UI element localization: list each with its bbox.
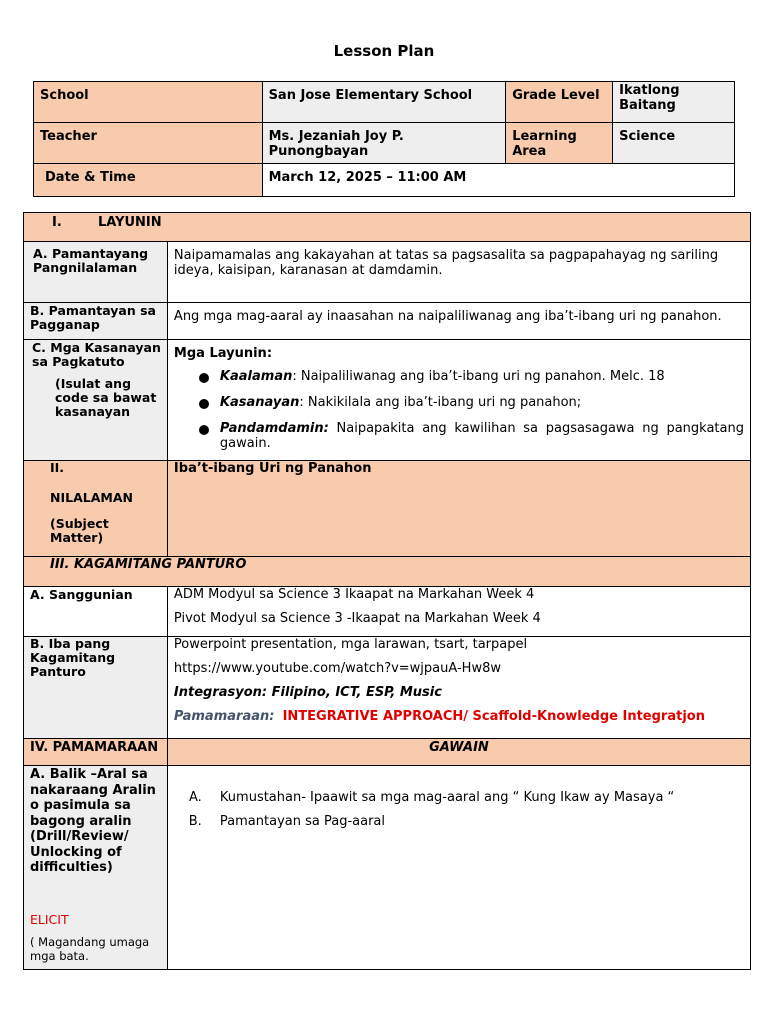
teacher-label: Teacher [34,123,263,164]
nilalaman-label: NILALAMAN [50,490,133,505]
sanggunian-line: Pivot Modyul sa Science 3 -Ikaapat na Markahan Week 4 [173,611,541,626]
lesson-plan-table [23,212,751,970]
school-value: San Jose Elementary School [262,82,506,123]
nilalaman-number: II. [50,460,65,475]
grade-level-label: Grade Level [506,82,613,123]
sanggunian-cell [167,587,750,637]
materials-line: Powerpoint presentation, mga larawan, tsart, tarpapel [173,637,528,652]
section-pamamaraan: IV. PAMAMARAAN [24,739,168,766]
page-title: Lesson Plan [333,42,435,60]
grade-level-value: Ikatlong Baitang [613,82,735,123]
section-layunin: I. LAYUNIN [24,213,751,242]
greeting-text: ( Magandang umaga mga bata. [30,934,150,963]
school-label: School [34,82,263,123]
mga-layunin-cell [167,340,750,461]
section-kagamitang-panturo: III. KAGAMITANG PANTURO [24,557,751,587]
kasanayan-note: (Isulat ang code sa bawat kasanayan [55,376,157,419]
pamantayang-pangnilalaman-label: A. Pamantayang Pangnilalaman [24,242,168,303]
gawain-heading: GAWAIN [167,739,750,766]
integrasyon-line: Integrasyon: Filipino, ICT, ESP, Music [173,685,442,700]
list-item: Pandamdamin: Naipapakita ang kawilihan sa pagsasagawa ng pangkatang gawain. [199,421,744,451]
list-item: Kasanayan: Nakikilala ang iba’t-ibang uri ng panahon; [199,395,744,410]
nilalaman-value: Iba’t-ibang Uri ng Panahon [167,461,750,557]
nilalaman-sub: (Subject Matter) [50,516,109,545]
balik-aral-cell [24,766,168,970]
learning-area-value: Science [613,123,735,164]
pamamaraan-approach-line: Pamamaraan: INTEGRATIVE APPROACH/ Scaffold-Knowledge Integratjon [173,709,705,724]
elicit-label: ELICIT [30,911,69,927]
learning-area-label: Learning Area [506,123,613,164]
iba-pang-kagamitan-cell [167,637,750,739]
date-time-value: March 12, 2025 – 11:00 AM [262,164,734,197]
sanggunian-line: ADM Modyul sa Science 3 Ikaapat na Markahan Week 4 [173,587,535,602]
list-item: A. Kumustahan- Ipaawit sa mga mag-aaral ang “ Kung Ikaw ay Masaya “ [206,790,744,805]
objectives-list [174,369,744,451]
gawain-cell [167,766,750,970]
kasanayan-label: C. Mga Kasanayan sa Pagkatuto [32,340,161,369]
header-info-table [33,81,735,197]
list-item: Kaalaman: Naipaliliwanag ang iba’t-ibang uri ng panahon. Melc. 18 [199,369,744,384]
youtube-link[interactable]: https://www.youtube.com/watch?v=wjpauA-Hw8w [173,661,501,676]
pamantayan-sa-pagganap-label: B. Pamantayan sa Pagganap [24,303,168,340]
kasanayan-label-cell [24,340,168,461]
sanggunian-label: A. Sanggunian [24,587,168,637]
mga-layunin-heading: Mga Layunin: [173,346,273,361]
teacher-value: Ms. Jezaniah Joy P. Punongbayan [262,123,506,164]
pamantayang-pangnilalaman-text: Naipamamalas ang kakayahan at tatas sa pagsasalita sa pagpapahayag ng sariling ideya, kaisipan, karanasan at damdamin. [167,242,750,303]
date-time-label: Date & Time [34,164,263,197]
balik-aral-label: A. Balik –Aral sa nakaraang Aralin o pasimula sa bagong aralin (Drill/Review/ Unlocking of difficulties) [30,767,156,875]
iba-pang-kagamitan-label: B. Iba pang Kagamitang Panturo [24,637,168,739]
list-item: B. Pamantayan sa Pag-aaral [206,814,744,829]
pamantayan-sa-pagganap-text: Ang mga mag-aaral ay inaasahan na naipaliliwanag ang iba’t-ibang uri ng panahon. [167,303,750,340]
nilalaman-label-cell [24,461,168,557]
gawain-steps-list [174,790,744,829]
